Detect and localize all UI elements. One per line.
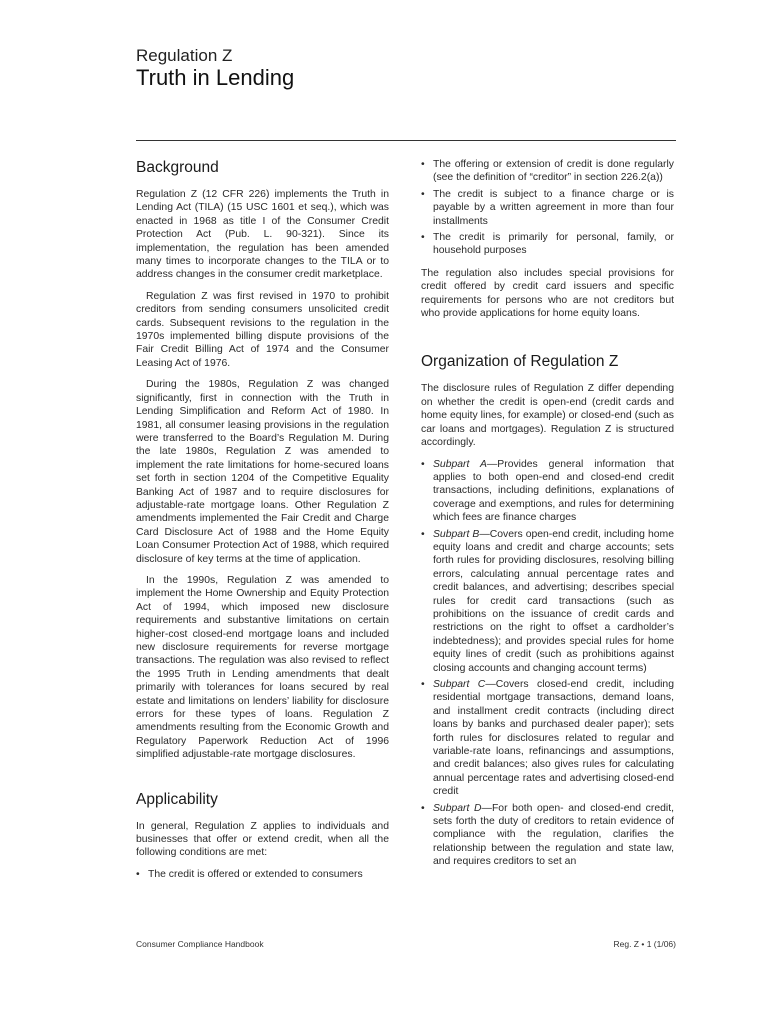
left-column: [136, 158, 389, 890]
footer-page-number: Reg. Z • 1 (1/06): [613, 939, 676, 949]
document-header: [136, 46, 294, 91]
list-item: • The credit is subject to a finance charge or is payable by a written agreement in more than four installments: [421, 188, 674, 227]
organization-heading: Organization of Regulation Z: [421, 353, 619, 371]
background-paragraph-3: During the 1980s, Regulation Z was changed significantly, first in connection with the Truth in Lending Simplification and Reform Act of 1980. In 1981, all consumer leasing provisions in the regulation were transferred to the Board’s Regulation M. During the late 1980s, Regulation Z was amended to implement the rate limitations for home-secured loans set forth in section 1204 of the Competitive Equality Banking Act of 1987 and to require disclosures for adjustable-rate mortgage loans. Other Regulation Z amendments implemented the Fair Credit and Charge Card Disclosure Act of 1988 and the Home Equity Loan Consumer Protection Act of 1988, which required disclosure of key terms at the time of application.: [136, 379, 389, 565]
subpart-name: Subpart B: [433, 528, 480, 540]
page-title: Truth in Lending: [136, 65, 295, 90]
bullet-icon: •: [421, 188, 425, 200]
applicability-closing: The regulation also includes special provisions for credit offered by credit card issuers and specific requirements for persons who are not creditors but who provide applications for home equity loans.: [421, 267, 674, 320]
background-paragraph-1: Regulation Z (12 CFR 226) implements the Truth in Lending Act (TILA) (15 USC 1601 et seq.), which was enacted in 1968 as title I of the Consumer Credit Protection Act (Pub. L. 90-321). Since its implementation, the regulation has been amended many times to incorporate changes to the TILA or to address changes in the consumer credit marketplace.: [136, 189, 389, 281]
background-paragraph-4: In the 1990s, Regulation Z was amended to implement the Home Ownership and Equity Protection Act of 1994, which imposed new disclosure requirements and substantive limitations on certain higher-cost closed-end mortgage loans and included new disclosure requirements for reverse mortgage transactions. The regulation was also revised to reflect the 1995 Truth in Lending amendments that dealt primarily with tolerances for loans secured by real estate and limitations on lenders’ liability for disclosure errors for these types of loans. Regulation Z amendments resulting from the Economic Growth and Regulatory Paperwork Reduction Act of 1996 simplified adjustable-rate mortgage disclosures.: [136, 574, 389, 761]
bullet-icon: •: [421, 802, 425, 814]
subpart-c-item: [421, 678, 674, 799]
bullet-icon: •: [421, 458, 425, 470]
applicability-intro: In general, Regulation Z applies to individuals and businesses that offer or extend credit, when all the following conditions are met:: [136, 820, 389, 859]
bullet-icon: •: [421, 232, 425, 244]
subpart-text: —Covers open-end credit, including home equity loans and credit and charge accounts; sets forth rules for providing disclosures, resolving billing errors, calculating annual percentage rates and credit balances, and advertising; describes special rules for credit card transactions (such as prohibitions on the issuance of credit cards and restrictions on the right to offset a cardholder’s indebtedness); and provides special rules for home equity lines of credit (such as prohibitions against closing accounts and changing account terms): [433, 528, 674, 674]
footer-publication: Consumer Compliance Handbook: [136, 939, 264, 949]
applicability-list-continued: [421, 158, 674, 258]
subpart-text: —For both open- and closed-end credit, sets forth the duty of creditors to retain evidence of compliance with the regulation, clarifies the relationship between the regulation and state law, and requires creditors to set an: [433, 802, 674, 868]
applicability-section: [136, 790, 389, 882]
regulation-kicker: Regulation Z: [136, 46, 233, 65]
bullet-icon: •: [421, 528, 425, 540]
bullet-icon: •: [136, 868, 140, 880]
organization-section: [421, 352, 674, 868]
subpart-name: Subpart A: [433, 458, 487, 470]
background-heading: Background: [136, 159, 219, 176]
subpart-d-item: [421, 802, 674, 869]
background-paragraph-2: Regulation Z was first revised in 1970 to prohibit creditors from sending consumers unsolicited credit cards. Subsequent revisions to the regulation in the 1970s implemented billing dispute provisions of the Fair Credit Billing Act of 1974 and the Consumer Leasing Act of 1976.: [136, 290, 389, 369]
right-column: [421, 158, 674, 878]
subpart-text: —Provides general information that applies to both open-end and closed-end credit transactions, including definitions, explanations of coverage and exemptions, and rules for determining which fees are finance charges: [433, 458, 675, 524]
bullet-icon: •: [421, 159, 425, 170]
subpart-a-item: [421, 458, 674, 525]
bullet-icon: •: [421, 679, 425, 690]
subpart-list: [421, 458, 674, 869]
list-item: • The offering or extension of credit is done regularly (see the definition of “creditor” in section 226.2(a)): [421, 159, 674, 184]
subpart-name: Subpart D: [433, 802, 482, 814]
applicability-heading: Applicability: [136, 790, 218, 808]
list-item: • The credit is offered or extended to consumers: [136, 868, 363, 880]
list-item: • The credit is primarily for personal, family, or household purposes: [421, 232, 674, 257]
subpart-b-item: [421, 528, 674, 675]
subpart-name: Subpart C: [433, 679, 486, 690]
subpart-text: —Covers closed-end credit, including residential mortgage transactions, demand loans, and installment credit contracts (including direct loans by banks and purchased dealer paper); sets forth rules for disclosures related to regular and variable-rate loans, refinancings and assumptions, and credit balances; also gives rules for calculating annual percentage rates and advertising closed-end credit: [433, 679, 674, 798]
header-divider: [136, 140, 676, 141]
organization-intro: The disclosure rules of Regulation Z differ depending on whether the credit is open-end (credit cards and home equity lines, for example) or closed-end (such as car loans and mortgages). Regulation Z is structured accordingly.: [421, 383, 674, 449]
page-footer: [136, 939, 676, 949]
applicability-list: [136, 868, 389, 881]
